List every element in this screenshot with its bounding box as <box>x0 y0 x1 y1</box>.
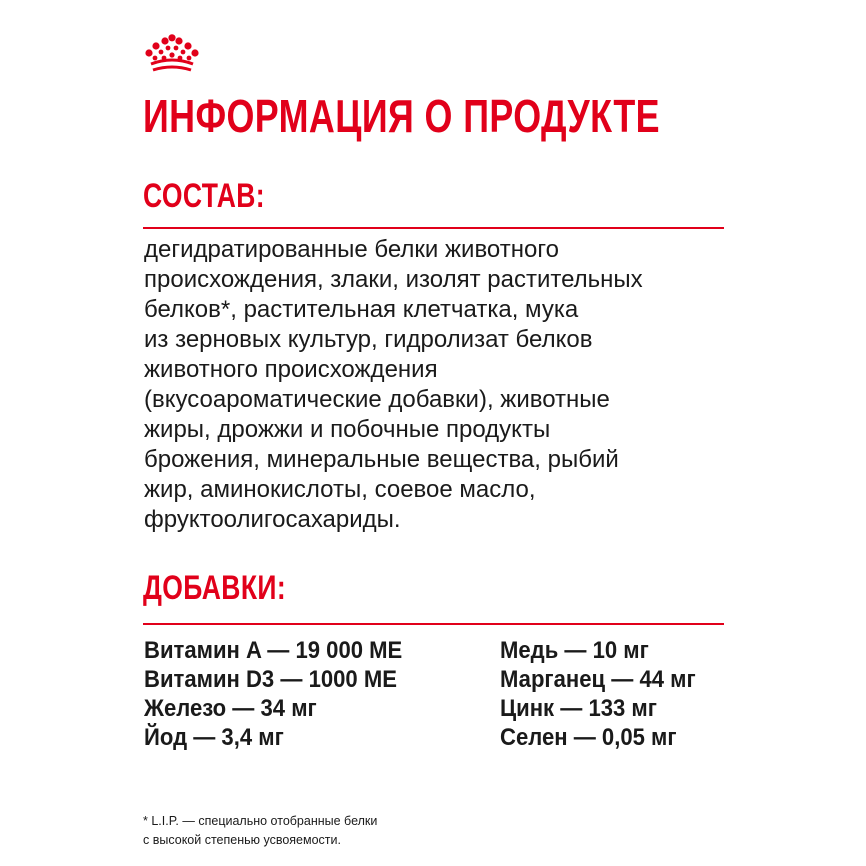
additive-item: Железо — 34 мг <box>144 695 317 722</box>
composition-line: жиры, дрожжи и побочные продукты <box>144 416 551 443</box>
additives-heading: ДОБАВКИ: <box>143 569 287 607</box>
composition-line: происхождения, злаки, изолят растительных <box>144 266 643 293</box>
composition-line: дегидратированные белки животного <box>144 236 559 263</box>
composition-line: (вкусоароматические добавки), животные <box>144 386 610 413</box>
footnote-line: * L.I.P. — специально отобранные белки <box>143 814 378 828</box>
composition-text <box>144 235 744 535</box>
additives-divider <box>143 623 724 625</box>
composition-heading: СОСТАВ: <box>143 177 266 215</box>
composition-line: животного происхождения <box>144 356 438 383</box>
page-title: ИНФОРМАЦИЯ О ПРОДУКТЕ <box>143 90 660 142</box>
additive-item: Марганец — 44 мг <box>500 666 696 693</box>
additive-item: Витамин D3 — 1000 МЕ <box>144 666 397 693</box>
composition-divider <box>143 227 724 229</box>
footnote-line: с высокой степенью усвояемости. <box>143 833 341 847</box>
additive-item: Витамин A — 19 000 МЕ <box>144 637 403 664</box>
additives-left-column <box>144 636 425 752</box>
additive-item: Йод — 3,4 мг <box>144 724 284 751</box>
composition-line: белков*, растительная клетчатка, мука <box>144 296 579 323</box>
additive-item: Медь — 10 мг <box>500 637 649 664</box>
composition-line: из зерновых культур, гидролизат белков <box>144 326 593 353</box>
additive-item: Цинк — 133 мг <box>500 695 657 722</box>
additives-right-column <box>500 636 713 752</box>
footnote <box>143 812 377 850</box>
composition-line: жир, аминокислоты, соевое масло, <box>144 476 536 503</box>
composition-line: брожения, минеральные вещества, рыбий <box>144 446 619 473</box>
additive-item: Селен — 0,05 мг <box>500 724 677 751</box>
composition-line: фруктоолигосахариды. <box>144 506 401 533</box>
crown-icon <box>141 34 203 74</box>
